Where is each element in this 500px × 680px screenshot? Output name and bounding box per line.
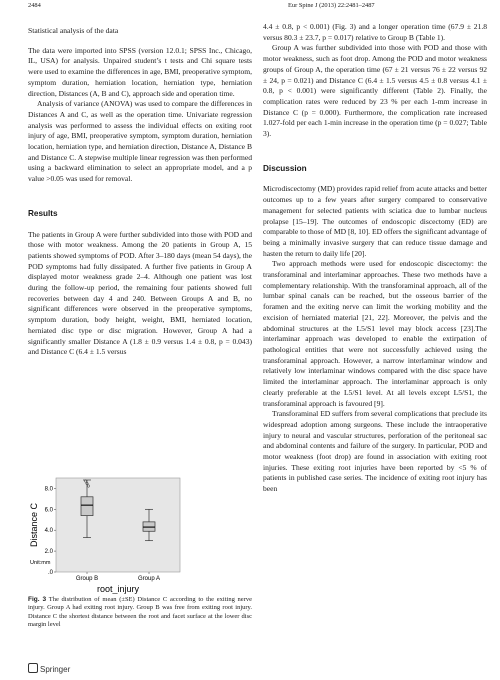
box-group-b	[81, 497, 93, 516]
left-column	[28, 22, 252, 358]
y-tick-label: 2.0	[44, 549, 53, 556]
paragraph-results-1: The patients in Group A were further subdivided into those with POD and those with motor weakness. Among the 20 patients in Group A, 15 patients showed symptoms of POD. After 3–180 days (mean 54 days), the POD symptoms had fully dissipated. A further five patients in Group A displayed motor weakness grade 2–4. Although one patient was lost during the follow-up period, the remaining four patients showed full recoveries between day 4 and 240. Between Groups A and B, no significant differences were observed in the preoperative symptoms, symptom duration, body height, weight, BMI, herniated location, herniated disc type or disc migration. However, Group A had a significantly smaller Distance A (1.8 ± 0.9 versus 1.4 ± 0.8, p = 0.043) and Distance C (6.4 ± 1.5 versus	[28, 229, 252, 357]
y-tick-label: 4.0	[44, 528, 53, 535]
y-tick-label: 8.0	[44, 486, 53, 493]
springer-logo-icon	[28, 663, 38, 673]
publisher-name: Springer	[40, 665, 71, 674]
right-column	[263, 22, 487, 495]
unit-label: Unit:mm	[30, 560, 51, 566]
paragraph-discussion-2: Two approach methods were used for endoscopic discectomy: the transforaminal and interlaminar approaches. These two methods have a complementary relationship. With the transforaminal approach, all of the lumbar spinal canals can be reached, but the osseous barrier of the foramen and the exiting nerve can limit the working mobility and the excision of herniated material [21, 22]. Moreover, the pelvis and the abdominal structures at the L5/S1 level may block access [23].The interlaminar approach was developed to enable the extirpation of pathological entities that were not successfully achieved using the transforaminal approach. However, a narrow interlaminar window and relatively low interlaminar windows compared with the disc space have limited the interlaminar approach. The interlaminar approach is only clearly preferable at the L5/S1 level. At all levels except L5/S1, the transforaminal approach is favoured [9].	[263, 259, 487, 408]
x-axis-label: root_injury	[96, 584, 140, 594]
y-axis-label: Distance C	[29, 502, 39, 548]
plot-area	[56, 478, 180, 572]
x-tick-label: Group A	[137, 576, 161, 582]
publisher-footer	[28, 663, 70, 674]
figure-caption	[28, 596, 252, 630]
heading-statistical-analysis: Statistical analysis of the data	[28, 26, 119, 35]
paragraph-discussion-1: Microdiscectomy (MD) provides rapid relief from acute attacks and better outcomes up to a few years after surgery compared to conservative management for selected patients with sciatica due to lumbar nucleus prolapse [15–19]. The outcomes of endoscopic discectomy (ED) are comparable to those of MD [8, 10]. ED offers the significant advantage of being a minimally invasive surgery that can reduce tissue damage and hasten the return to daily life [20].	[263, 184, 488, 258]
paragraph-stats-1: The data were imported into SPSS (version 12.0.1; SPSS Inc., Chicago, IL, USA) for analysis. Unpaired student’s t tests and Chi square tests were used to examine the differences in age, BMI, preoperative symptom, symptom duration, herniation location, herniation type, herniation direction, Distances (A, B and C), approach side and operation time.	[28, 45, 252, 98]
paragraph-stats-2: Analysis of variance (ANOVA) was used to compare the differences in Distances A and C, as well as the operation time. Univariate regression analysis was performed to assess the individual effects on exiting root injury of age, BMI, preoperative symptom, symptom duration, herniation location, herniation type, and herniation direction, Distance A, Distance B and Distance C. A stepwise multiple linear regression was then performed using a backward elimination to select an appropriate model, and a p value >0.05 was used for removal.	[28, 99, 252, 184]
figure-caption-text: The distribution of mean (±SE) Distance C according to the exiting nerve injury. Group A had exiting root injury. Group B was free from exiting root injury. Distance C the shortest distance between the root and facet surface at the lower disc margin level	[28, 596, 252, 629]
figure-label: Fig. 3	[28, 596, 47, 603]
y-tick-label: 6.0	[44, 507, 53, 514]
paragraph-results-3: Group A was further subdivided into those with POD and those with motor weakness, such as foot drop. Among the POD and motor weakness groups of Group A, the operation time (67 ± 21 versus 76 ± 22 versus 92 ± 24, p = 0.021) and Distance C (6.4 ± 1.5 versus 4.5 ± 0.8 versus 4.1 ± 0.8, p < 0.001) were significantly different (Table 2). Finally, the complication rates were reduced by 23 % per each 1-mm increase in Distance C (p = 0.000). Furthermore, the complication rate increased 1.027-fold per each 1-min increase in the operation time (p = 0.027; Table 3).	[263, 43, 487, 139]
paragraph-discussion-3: Transforaminal ED suffers from several complications that preclude its widespread adoption among surgeons. These include the intraoperative injury to neural and vascular structures, perforation of the peritoneal sac and abdominal contents and failure of the surgery. In particular, POD and motor weakness (foot drop) are found in association with exiting root injuries. These exiting root injuries have been reported by <5 % of patients in published case series. The incidence of exiting root injury has been	[263, 409, 487, 494]
running-header	[28, 2, 492, 12]
figure-3	[28, 472, 252, 630]
x-tick-label: Group B	[75, 576, 99, 582]
page-number: 2484	[28, 2, 41, 9]
journal-citation: Eur Spine J (2013) 22:2481–2487	[288, 2, 375, 9]
y-tick-label: .0	[47, 570, 53, 576]
paragraph-results-2: 4.4 ± 0.8, p < 0.001) (Fig. 3) and a longer operation time (67.9 ± 21.8 versus 80.3 ± 23.7, p = 0.017) relative to Group B (Table 1).	[263, 22, 487, 42]
heading-results: Results	[28, 208, 58, 218]
heading-discussion: Discussion	[263, 163, 307, 173]
boxplot-chart	[28, 472, 252, 594]
